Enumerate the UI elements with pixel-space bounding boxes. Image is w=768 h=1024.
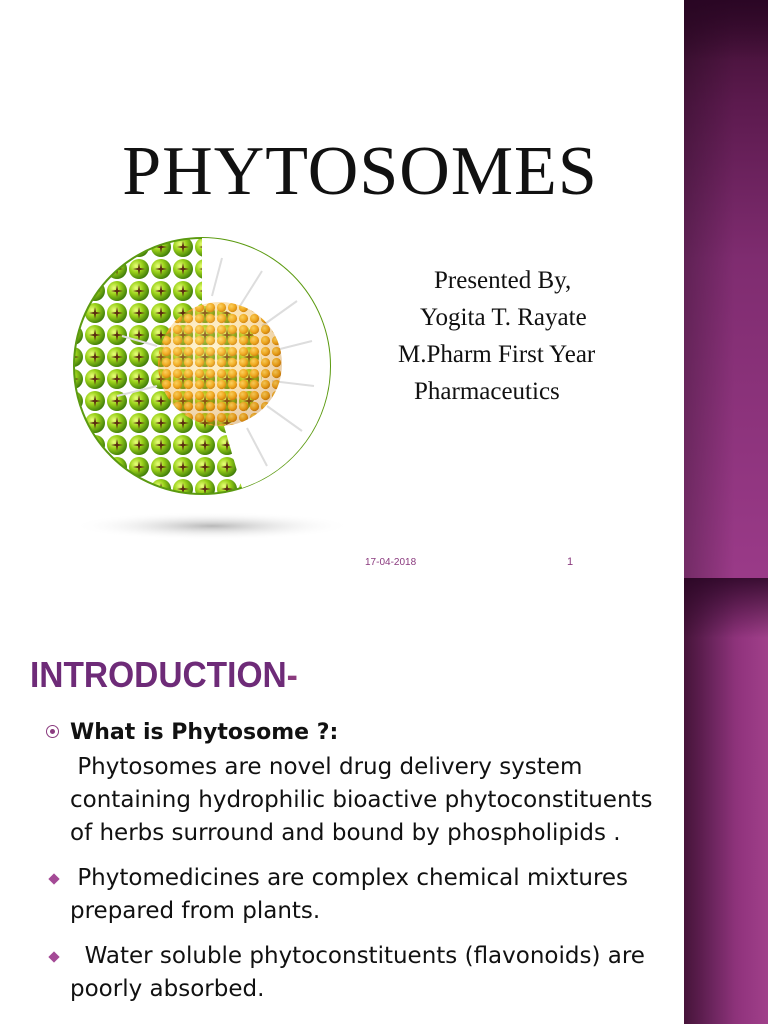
page-number: 1 [567, 556, 574, 568]
slide-content [44, 716, 660, 1006]
bullet-item [44, 862, 654, 928]
bullet-item [44, 940, 654, 1006]
heading-text: INTRODUCTION [30, 654, 287, 695]
side-band [684, 578, 768, 1024]
bullet-item [44, 716, 654, 749]
presenter-info [398, 262, 595, 410]
phytosome-illustration [62, 236, 352, 546]
bullet-text: Water soluble phytoconstituents (flavonoids) are poorly absorbed. [70, 943, 653, 1002]
bullet-label: What is Phytosome ?: [70, 720, 339, 745]
presenter-department: Pharmaceutics [414, 378, 560, 405]
presenter-line: Presented By, [434, 267, 572, 294]
slide-heading [30, 654, 298, 696]
diamond-bullet-icon [48, 951, 59, 962]
bullet-text: Phytomedicines are complex chemical mixtures prepared from plants. [70, 865, 636, 924]
slide-title: PHYTOSOMES [122, 133, 598, 210]
side-band [684, 0, 768, 578]
presenter-name: Yogita T. Rayate [420, 304, 587, 331]
presenter-course: M.Pharm First Year [398, 341, 596, 368]
introduction-slide [0, 578, 768, 1024]
slide-date: 17-04-2018 [365, 557, 417, 568]
definition-paragraph: Phytosomes are novel drug delivery system containing hydrophilic bioactive phytoconstituents of herbs surround and bound by phospholipids . [70, 754, 660, 846]
heading-dash: - [286, 654, 298, 695]
circle-bullet-icon [46, 725, 59, 738]
diamond-bullet-icon [48, 873, 59, 884]
